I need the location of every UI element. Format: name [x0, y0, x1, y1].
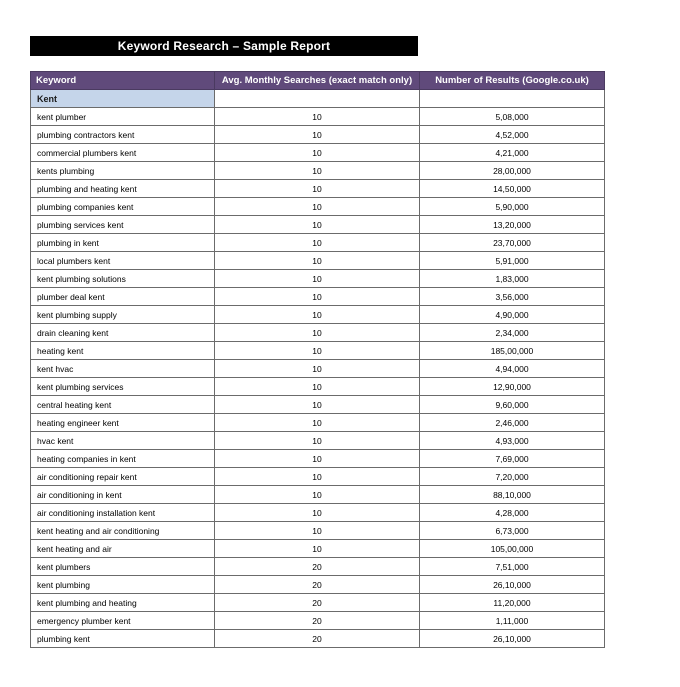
section-label-cell: Kent: [31, 90, 215, 108]
number-of-results-cell: 88,10,000: [420, 486, 605, 504]
avg-monthly-searches-cell: 20: [215, 630, 420, 648]
table-row[interactable]: [31, 486, 605, 504]
number-of-results-cell: 4,21,000: [420, 144, 605, 162]
table-row[interactable]: [31, 594, 605, 612]
number-of-results-cell: 13,20,000: [420, 216, 605, 234]
report-title-banner: [30, 36, 418, 56]
avg-monthly-searches-cell: 10: [215, 432, 420, 450]
table-row[interactable]: [31, 144, 605, 162]
avg-monthly-searches-cell: 10: [215, 216, 420, 234]
table-header: [31, 72, 605, 90]
avg-monthly-searches-cell: 10: [215, 378, 420, 396]
table-header-row: [31, 72, 605, 90]
keyword-cell: emergency plumber kent: [31, 612, 215, 630]
keyword-cell: kent plumbing solutions: [31, 270, 215, 288]
avg-monthly-searches-cell: 10: [215, 108, 420, 126]
avg-monthly-searches-cell: 10: [215, 468, 420, 486]
table-row[interactable]: [31, 324, 605, 342]
number-of-results-cell: 3,56,000: [420, 288, 605, 306]
keyword-cell: kent plumbing: [31, 576, 215, 594]
table-section-row: [31, 90, 605, 108]
table-row[interactable]: [31, 432, 605, 450]
table-row[interactable]: [31, 162, 605, 180]
table-row[interactable]: [31, 468, 605, 486]
keyword-cell: heating engineer kent: [31, 414, 215, 432]
number-of-results-cell: 26,10,000: [420, 630, 605, 648]
keyword-cell: kent plumber: [31, 108, 215, 126]
number-of-results-cell: 23,70,000: [420, 234, 605, 252]
table-row[interactable]: [31, 252, 605, 270]
keyword-cell: drain cleaning kent: [31, 324, 215, 342]
number-of-results-cell: 2,34,000: [420, 324, 605, 342]
number-of-results-cell: 105,00,000: [420, 540, 605, 558]
keyword-cell: plumbing contractors kent: [31, 126, 215, 144]
table-row[interactable]: [31, 522, 605, 540]
table-row[interactable]: [31, 378, 605, 396]
number-of-results-cell: 1,83,000: [420, 270, 605, 288]
avg-monthly-searches-cell: 20: [215, 576, 420, 594]
avg-monthly-searches-cell: 10: [215, 522, 420, 540]
table-row[interactable]: [31, 342, 605, 360]
table-row[interactable]: [31, 612, 605, 630]
keyword-cell: kent plumbing supply: [31, 306, 215, 324]
number-of-results-cell: 4,90,000: [420, 306, 605, 324]
number-of-results-cell: 5,90,000: [420, 198, 605, 216]
avg-monthly-searches-cell: 20: [215, 612, 420, 630]
table-row[interactable]: [31, 216, 605, 234]
avg-monthly-searches-cell: 10: [215, 198, 420, 216]
keyword-cell: kent plumbers: [31, 558, 215, 576]
keyword-cell: air conditioning in kent: [31, 486, 215, 504]
number-of-results-cell: 28,00,000: [420, 162, 605, 180]
keyword-cell: commercial plumbers kent: [31, 144, 215, 162]
section-blank-results-cell: [420, 90, 605, 108]
keyword-cell: plumber deal kent: [31, 288, 215, 306]
avg-monthly-searches-cell: 10: [215, 234, 420, 252]
table-row[interactable]: [31, 414, 605, 432]
table-row[interactable]: [31, 576, 605, 594]
number-of-results-cell: 5,91,000: [420, 252, 605, 270]
keyword-cell: hvac kent: [31, 432, 215, 450]
keyword-cell: kent plumbing services: [31, 378, 215, 396]
table-row[interactable]: [31, 540, 605, 558]
avg-monthly-searches-cell: 10: [215, 162, 420, 180]
table-row[interactable]: [31, 558, 605, 576]
number-of-results-cell: 12,90,000: [420, 378, 605, 396]
keyword-cell: kent heating and air conditioning: [31, 522, 215, 540]
keyword-cell: plumbing and heating kent: [31, 180, 215, 198]
keyword-cell: kent plumbing and heating: [31, 594, 215, 612]
number-of-results-cell: 9,60,000: [420, 396, 605, 414]
table-row[interactable]: [31, 108, 605, 126]
avg-monthly-searches-cell: 10: [215, 540, 420, 558]
keyword-research-table: [30, 71, 605, 648]
number-of-results-cell: 26,10,000: [420, 576, 605, 594]
number-of-results-cell: 7,20,000: [420, 468, 605, 486]
avg-monthly-searches-cell: 10: [215, 144, 420, 162]
keyword-cell: plumbing services kent: [31, 216, 215, 234]
table-row[interactable]: [31, 396, 605, 414]
keyword-cell: plumbing kent: [31, 630, 215, 648]
avg-monthly-searches-cell: 10: [215, 396, 420, 414]
keyword-cell: heating kent: [31, 342, 215, 360]
number-of-results-cell: 4,28,000: [420, 504, 605, 522]
table-row[interactable]: [31, 360, 605, 378]
column-header-avg-monthly-searches[interactable]: Avg. Monthly Searches (exact match only): [215, 72, 420, 90]
avg-monthly-searches-cell: 10: [215, 180, 420, 198]
avg-monthly-searches-cell: 10: [215, 360, 420, 378]
number-of-results-cell: 1,11,000: [420, 612, 605, 630]
keyword-cell: central heating kent: [31, 396, 215, 414]
number-of-results-cell: 7,69,000: [420, 450, 605, 468]
avg-monthly-searches-cell: 10: [215, 252, 420, 270]
keyword-cell: kents plumbing: [31, 162, 215, 180]
avg-monthly-searches-cell: 10: [215, 306, 420, 324]
number-of-results-cell: 14,50,000: [420, 180, 605, 198]
table-row[interactable]: [31, 198, 605, 216]
table-row[interactable]: [31, 288, 605, 306]
number-of-results-cell: 4,52,000: [420, 126, 605, 144]
avg-monthly-searches-cell: 20: [215, 558, 420, 576]
keyword-cell: air conditioning repair kent: [31, 468, 215, 486]
avg-monthly-searches-cell: 10: [215, 324, 420, 342]
number-of-results-cell: 185,00,000: [420, 342, 605, 360]
avg-monthly-searches-cell: 10: [215, 414, 420, 432]
table-row[interactable]: [31, 504, 605, 522]
table-body: [31, 90, 605, 648]
table-row[interactable]: [31, 630, 605, 648]
avg-monthly-searches-cell: 10: [215, 288, 420, 306]
avg-monthly-searches-cell: 10: [215, 486, 420, 504]
avg-monthly-searches-cell: 10: [215, 504, 420, 522]
keyword-cell: kent heating and air: [31, 540, 215, 558]
avg-monthly-searches-cell: 10: [215, 270, 420, 288]
number-of-results-cell: 4,93,000: [420, 432, 605, 450]
number-of-results-cell: 5,08,000: [420, 108, 605, 126]
avg-monthly-searches-cell: 10: [215, 450, 420, 468]
page-title: Keyword Research – Sample Report: [117, 39, 331, 53]
number-of-results-cell: 6,73,000: [420, 522, 605, 540]
table-row[interactable]: [31, 306, 605, 324]
keyword-cell: local plumbers kent: [31, 252, 215, 270]
table-row[interactable]: [31, 450, 605, 468]
number-of-results-cell: 7,51,000: [420, 558, 605, 576]
keyword-cell: kent hvac: [31, 360, 215, 378]
section-blank-searches-cell: [215, 90, 420, 108]
table-row[interactable]: [31, 126, 605, 144]
keyword-cell: heating companies in kent: [31, 450, 215, 468]
keyword-cell: air conditioning installation kent: [31, 504, 215, 522]
number-of-results-cell: 4,94,000: [420, 360, 605, 378]
number-of-results-cell: 2,46,000: [420, 414, 605, 432]
table-row[interactable]: [31, 234, 605, 252]
avg-monthly-searches-cell: 10: [215, 342, 420, 360]
avg-monthly-searches-cell: 20: [215, 594, 420, 612]
column-header-keyword[interactable]: Keyword: [31, 72, 215, 90]
keyword-cell: plumbing companies kent: [31, 198, 215, 216]
avg-monthly-searches-cell: 10: [215, 126, 420, 144]
column-header-number-of-results[interactable]: Number of Results (Google.co.uk): [420, 72, 605, 90]
number-of-results-cell: 11,20,000: [420, 594, 605, 612]
keyword-cell: plumbing in kent: [31, 234, 215, 252]
table-row[interactable]: [31, 180, 605, 198]
table-row[interactable]: [31, 270, 605, 288]
